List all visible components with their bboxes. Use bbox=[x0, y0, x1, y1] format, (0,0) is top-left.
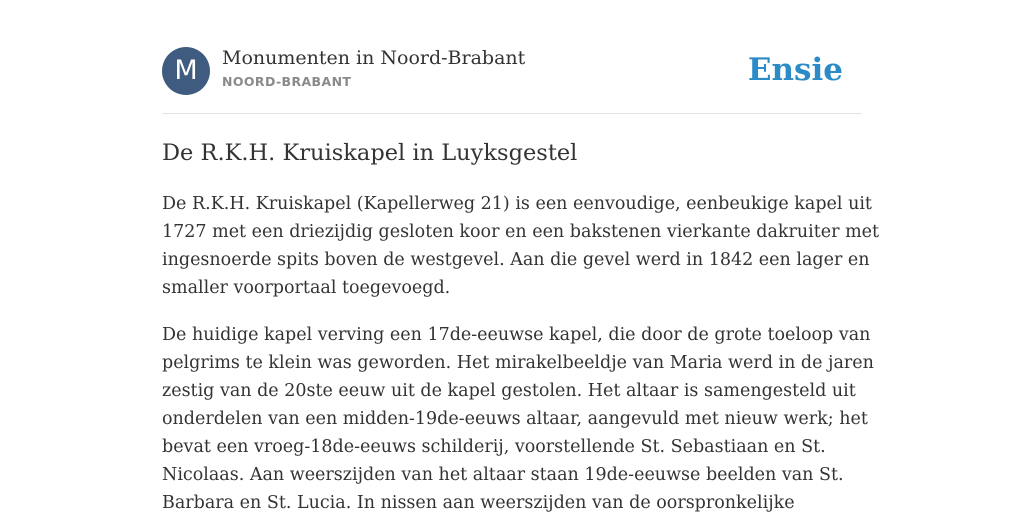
text-line: pelgrims te klein was geworden. Het mirakelbeeldje van Maria werd in de jaren bbox=[162, 353, 874, 373]
text-line: onderdelen van een midden-19de-eeuws altaar, aangevuld met nieuw werk; het bbox=[162, 409, 868, 429]
text-line: smaller voorportaal toegevoegd. bbox=[162, 278, 451, 298]
paragraph-1 bbox=[162, 190, 882, 302]
site-title[interactable]: Monumenten in Noord-Brabant bbox=[222, 47, 526, 69]
paragraph-2 bbox=[162, 321, 882, 512]
text-line: 1727 met een driezijdig gesloten koor en een bakstenen vierkante dakruiter met bbox=[162, 222, 880, 242]
site-subtitle[interactable]: NOORD-BRABANT bbox=[222, 74, 352, 89]
header bbox=[162, 46, 862, 96]
text-line: zestig van de 20ste eeuw uit de kapel gestolen. Het altaar is samengesteld uit bbox=[162, 381, 856, 401]
text-line: Barbara en St. Lucia. In nissen aan weerszijden van de oorspronkelijke bbox=[162, 493, 795, 512]
text-line: De huidige kapel verving een 17de-eeuwse kapel, die door de grote toeloop van bbox=[162, 325, 871, 345]
article-body bbox=[162, 190, 882, 512]
ensie-logo[interactable]: Ensie bbox=[747, 52, 843, 88]
text-line: Nicolaas. Aan weerszijden van het altaar staan 19de-eeuwse beelden van St. bbox=[162, 465, 844, 485]
text-line: De R.K.H. Kruiskapel (Kapellerweg 21) is een eenvoudige, eenbeukige kapel uit bbox=[162, 194, 872, 214]
avatar[interactable]: M bbox=[162, 47, 210, 95]
text-line: bevat een vroeg-18de-eeuws schilderij, voorstellende St. Sebastiaan en St. bbox=[162, 437, 826, 457]
article-title: De R.K.H. Kruiskapel in Luyksgestel bbox=[162, 140, 578, 166]
header-divider bbox=[162, 113, 862, 114]
text-line: ingesnoerde spits boven de westgevel. Aan die gevel werd in 1842 een lager en bbox=[162, 250, 870, 270]
